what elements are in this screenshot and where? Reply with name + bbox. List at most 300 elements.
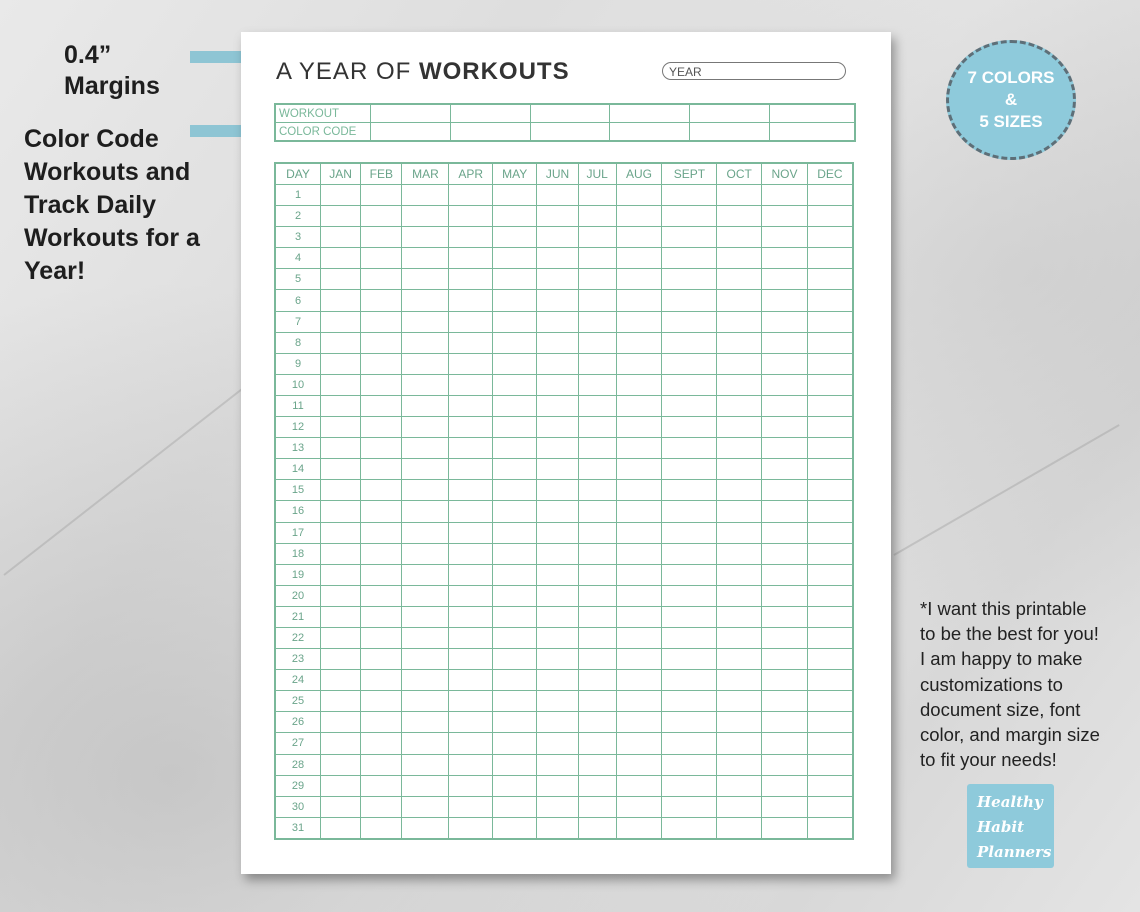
workout-day-cell[interactable] xyxy=(493,374,537,395)
workout-day-cell[interactable] xyxy=(537,522,578,543)
workout-day-cell[interactable] xyxy=(578,691,616,712)
workout-day-cell[interactable] xyxy=(402,627,449,648)
workout-day-cell[interactable] xyxy=(762,606,808,627)
workout-day-cell[interactable] xyxy=(762,670,808,691)
workout-day-cell[interactable] xyxy=(578,438,616,459)
workout-day-cell[interactable] xyxy=(449,311,493,332)
workout-day-cell[interactable] xyxy=(807,332,853,353)
workout-day-cell[interactable] xyxy=(537,796,578,817)
workout-day-cell[interactable] xyxy=(616,269,662,290)
workout-day-cell[interactable] xyxy=(662,712,717,733)
workout-day-cell[interactable] xyxy=(762,733,808,754)
workout-day-cell[interactable] xyxy=(807,417,853,438)
workout-day-cell[interactable] xyxy=(662,206,717,227)
workout-day-cell[interactable] xyxy=(537,353,578,374)
workout-day-cell[interactable] xyxy=(361,227,402,248)
workout-day-cell[interactable] xyxy=(807,543,853,564)
workout-day-cell[interactable] xyxy=(662,501,717,522)
workout-day-cell[interactable] xyxy=(662,627,717,648)
workout-day-cell[interactable] xyxy=(616,627,662,648)
workout-day-cell[interactable] xyxy=(578,670,616,691)
workout-day-cell[interactable] xyxy=(537,543,578,564)
workout-day-cell[interactable] xyxy=(493,691,537,712)
workout-day-cell[interactable] xyxy=(493,543,537,564)
workout-day-cell[interactable] xyxy=(807,564,853,585)
workout-day-cell[interactable] xyxy=(662,522,717,543)
workout-day-cell[interactable] xyxy=(807,353,853,374)
workout-day-cell[interactable] xyxy=(578,417,616,438)
workout-day-cell[interactable] xyxy=(578,817,616,839)
workout-day-cell[interactable] xyxy=(493,501,537,522)
workout-day-cell[interactable] xyxy=(449,712,493,733)
workout-day-cell[interactable] xyxy=(717,606,762,627)
workout-day-cell[interactable] xyxy=(361,459,402,480)
workout-day-cell[interactable] xyxy=(493,311,537,332)
workout-day-cell[interactable] xyxy=(762,417,808,438)
workout-day-cell[interactable] xyxy=(807,606,853,627)
workout-day-cell[interactable] xyxy=(616,353,662,374)
workout-day-cell[interactable] xyxy=(578,754,616,775)
workout-day-cell[interactable] xyxy=(717,227,762,248)
workout-day-cell[interactable] xyxy=(807,817,853,839)
workout-day-cell[interactable] xyxy=(493,185,537,206)
workout-day-cell[interactable] xyxy=(402,522,449,543)
workout-day-cell[interactable] xyxy=(321,227,361,248)
workout-day-cell[interactable] xyxy=(537,332,578,353)
workout-day-cell[interactable] xyxy=(449,480,493,501)
workout-day-cell[interactable] xyxy=(361,817,402,839)
workout-day-cell[interactable] xyxy=(361,248,402,269)
color-code-cell[interactable] xyxy=(530,123,610,142)
workout-day-cell[interactable] xyxy=(616,227,662,248)
workout-day-cell[interactable] xyxy=(807,775,853,796)
workout-cell[interactable] xyxy=(450,104,530,123)
workout-day-cell[interactable] xyxy=(717,459,762,480)
workout-day-cell[interactable] xyxy=(402,501,449,522)
workout-day-cell[interactable] xyxy=(578,564,616,585)
workout-day-cell[interactable] xyxy=(361,754,402,775)
workout-day-cell[interactable] xyxy=(537,691,578,712)
workout-day-cell[interactable] xyxy=(762,712,808,733)
workout-day-cell[interactable] xyxy=(717,332,762,353)
workout-day-cell[interactable] xyxy=(321,649,361,670)
workout-day-cell[interactable] xyxy=(616,775,662,796)
workout-day-cell[interactable] xyxy=(762,311,808,332)
workout-day-cell[interactable] xyxy=(807,459,853,480)
workout-day-cell[interactable] xyxy=(402,438,449,459)
workout-day-cell[interactable] xyxy=(493,459,537,480)
workout-day-cell[interactable] xyxy=(717,374,762,395)
workout-day-cell[interactable] xyxy=(449,754,493,775)
workout-day-cell[interactable] xyxy=(578,374,616,395)
workout-day-cell[interactable] xyxy=(402,290,449,311)
workout-day-cell[interactable] xyxy=(662,480,717,501)
workout-day-cell[interactable] xyxy=(493,332,537,353)
workout-day-cell[interactable] xyxy=(321,691,361,712)
workout-day-cell[interactable] xyxy=(717,206,762,227)
workout-day-cell[interactable] xyxy=(807,438,853,459)
workout-day-cell[interactable] xyxy=(717,670,762,691)
workout-day-cell[interactable] xyxy=(402,480,449,501)
workout-day-cell[interactable] xyxy=(449,564,493,585)
workout-day-cell[interactable] xyxy=(493,796,537,817)
workout-day-cell[interactable] xyxy=(616,733,662,754)
workout-day-cell[interactable] xyxy=(807,649,853,670)
workout-day-cell[interactable] xyxy=(493,248,537,269)
workout-day-cell[interactable] xyxy=(717,733,762,754)
workout-day-cell[interactable] xyxy=(762,796,808,817)
workout-day-cell[interactable] xyxy=(662,185,717,206)
workout-day-cell[interactable] xyxy=(717,438,762,459)
workout-day-cell[interactable] xyxy=(717,564,762,585)
workout-day-cell[interactable] xyxy=(537,712,578,733)
workout-day-cell[interactable] xyxy=(449,438,493,459)
workout-day-cell[interactable] xyxy=(616,395,662,416)
workout-day-cell[interactable] xyxy=(717,543,762,564)
workout-day-cell[interactable] xyxy=(361,670,402,691)
workout-day-cell[interactable] xyxy=(762,374,808,395)
workout-day-cell[interactable] xyxy=(762,627,808,648)
workout-day-cell[interactable] xyxy=(402,332,449,353)
workout-day-cell[interactable] xyxy=(662,269,717,290)
workout-day-cell[interactable] xyxy=(662,796,717,817)
workout-day-cell[interactable] xyxy=(321,353,361,374)
workout-day-cell[interactable] xyxy=(402,395,449,416)
workout-day-cell[interactable] xyxy=(807,754,853,775)
workout-day-cell[interactable] xyxy=(807,395,853,416)
year-field[interactable]: YEAR xyxy=(662,62,846,80)
workout-day-cell[interactable] xyxy=(449,522,493,543)
workout-day-cell[interactable] xyxy=(578,733,616,754)
workout-day-cell[interactable] xyxy=(762,564,808,585)
workout-day-cell[interactable] xyxy=(402,206,449,227)
workout-day-cell[interactable] xyxy=(762,332,808,353)
workout-day-cell[interactable] xyxy=(762,206,808,227)
workout-day-cell[interactable] xyxy=(361,290,402,311)
workout-day-cell[interactable] xyxy=(537,438,578,459)
workout-day-cell[interactable] xyxy=(361,269,402,290)
workout-day-cell[interactable] xyxy=(762,649,808,670)
workout-day-cell[interactable] xyxy=(807,501,853,522)
workout-day-cell[interactable] xyxy=(493,649,537,670)
workout-day-cell[interactable] xyxy=(578,185,616,206)
workout-day-cell[interactable] xyxy=(321,564,361,585)
workout-day-cell[interactable] xyxy=(537,459,578,480)
workout-day-cell[interactable] xyxy=(402,269,449,290)
workout-day-cell[interactable] xyxy=(361,417,402,438)
workout-day-cell[interactable] xyxy=(717,353,762,374)
workout-day-cell[interactable] xyxy=(537,395,578,416)
workout-day-cell[interactable] xyxy=(807,311,853,332)
workout-day-cell[interactable] xyxy=(402,311,449,332)
workout-day-cell[interactable] xyxy=(717,248,762,269)
workout-day-cell[interactable] xyxy=(321,543,361,564)
workout-day-cell[interactable] xyxy=(493,417,537,438)
workout-day-cell[interactable] xyxy=(493,395,537,416)
workout-day-cell[interactable] xyxy=(361,480,402,501)
workout-day-cell[interactable] xyxy=(449,691,493,712)
workout-day-cell[interactable] xyxy=(616,564,662,585)
workout-day-cell[interactable] xyxy=(662,248,717,269)
workout-day-cell[interactable] xyxy=(616,290,662,311)
workout-day-cell[interactable] xyxy=(361,606,402,627)
workout-day-cell[interactable] xyxy=(616,311,662,332)
workout-day-cell[interactable] xyxy=(616,374,662,395)
workout-day-cell[interactable] xyxy=(321,290,361,311)
workout-day-cell[interactable] xyxy=(321,395,361,416)
workout-day-cell[interactable] xyxy=(361,522,402,543)
workout-day-cell[interactable] xyxy=(717,395,762,416)
workout-day-cell[interactable] xyxy=(493,522,537,543)
workout-day-cell[interactable] xyxy=(361,733,402,754)
workout-day-cell[interactable] xyxy=(537,817,578,839)
workout-day-cell[interactable] xyxy=(537,269,578,290)
workout-day-cell[interactable] xyxy=(807,712,853,733)
workout-day-cell[interactable] xyxy=(762,459,808,480)
workout-day-cell[interactable] xyxy=(321,817,361,839)
workout-day-cell[interactable] xyxy=(578,459,616,480)
workout-day-cell[interactable] xyxy=(807,796,853,817)
workout-day-cell[interactable] xyxy=(662,670,717,691)
workout-day-cell[interactable] xyxy=(321,248,361,269)
workout-day-cell[interactable] xyxy=(402,712,449,733)
workout-day-cell[interactable] xyxy=(449,395,493,416)
workout-day-cell[interactable] xyxy=(493,206,537,227)
workout-day-cell[interactable] xyxy=(361,395,402,416)
workout-day-cell[interactable] xyxy=(662,564,717,585)
workout-day-cell[interactable] xyxy=(616,754,662,775)
workout-day-cell[interactable] xyxy=(321,269,361,290)
workout-day-cell[interactable] xyxy=(616,248,662,269)
workout-day-cell[interactable] xyxy=(321,796,361,817)
workout-day-cell[interactable] xyxy=(321,206,361,227)
workout-day-cell[interactable] xyxy=(449,649,493,670)
workout-day-cell[interactable] xyxy=(402,248,449,269)
workout-day-cell[interactable] xyxy=(449,206,493,227)
workout-day-cell[interactable] xyxy=(321,311,361,332)
workout-day-cell[interactable] xyxy=(717,649,762,670)
workout-day-cell[interactable] xyxy=(449,227,493,248)
workout-day-cell[interactable] xyxy=(537,311,578,332)
workout-day-cell[interactable] xyxy=(493,754,537,775)
workout-day-cell[interactable] xyxy=(493,227,537,248)
workout-day-cell[interactable] xyxy=(807,691,853,712)
workout-day-cell[interactable] xyxy=(537,606,578,627)
workout-day-cell[interactable] xyxy=(807,522,853,543)
workout-day-cell[interactable] xyxy=(717,501,762,522)
workout-day-cell[interactable] xyxy=(402,817,449,839)
workout-day-cell[interactable] xyxy=(361,627,402,648)
workout-day-cell[interactable] xyxy=(402,691,449,712)
workout-day-cell[interactable] xyxy=(493,670,537,691)
workout-day-cell[interactable] xyxy=(616,649,662,670)
workout-day-cell[interactable] xyxy=(361,353,402,374)
workout-day-cell[interactable] xyxy=(321,522,361,543)
workout-day-cell[interactable] xyxy=(762,585,808,606)
workout-day-cell[interactable] xyxy=(321,627,361,648)
workout-day-cell[interactable] xyxy=(402,733,449,754)
workout-day-cell[interactable] xyxy=(361,543,402,564)
workout-day-cell[interactable] xyxy=(361,374,402,395)
workout-day-cell[interactable] xyxy=(321,332,361,353)
workout-day-cell[interactable] xyxy=(321,775,361,796)
workout-day-cell[interactable] xyxy=(662,649,717,670)
workout-day-cell[interactable] xyxy=(537,670,578,691)
workout-day-cell[interactable] xyxy=(537,290,578,311)
workout-day-cell[interactable] xyxy=(717,522,762,543)
workout-day-cell[interactable] xyxy=(361,311,402,332)
workout-day-cell[interactable] xyxy=(321,185,361,206)
workout-day-cell[interactable] xyxy=(449,459,493,480)
workout-day-cell[interactable] xyxy=(616,438,662,459)
workout-day-cell[interactable] xyxy=(616,817,662,839)
workout-day-cell[interactable] xyxy=(402,775,449,796)
workout-day-cell[interactable] xyxy=(493,564,537,585)
workout-day-cell[interactable] xyxy=(449,248,493,269)
workout-day-cell[interactable] xyxy=(321,733,361,754)
workout-day-cell[interactable] xyxy=(662,311,717,332)
workout-day-cell[interactable] xyxy=(762,691,808,712)
workout-cell[interactable] xyxy=(530,104,610,123)
workout-day-cell[interactable] xyxy=(807,206,853,227)
workout-day-cell[interactable] xyxy=(616,185,662,206)
workout-day-cell[interactable] xyxy=(662,374,717,395)
workout-day-cell[interactable] xyxy=(493,585,537,606)
workout-day-cell[interactable] xyxy=(717,585,762,606)
workout-day-cell[interactable] xyxy=(361,585,402,606)
workout-day-cell[interactable] xyxy=(402,564,449,585)
workout-day-cell[interactable] xyxy=(449,796,493,817)
workout-day-cell[interactable] xyxy=(493,269,537,290)
workout-day-cell[interactable] xyxy=(449,290,493,311)
workout-day-cell[interactable] xyxy=(717,480,762,501)
workout-day-cell[interactable] xyxy=(321,606,361,627)
workout-day-cell[interactable] xyxy=(578,649,616,670)
workout-day-cell[interactable] xyxy=(493,353,537,374)
workout-day-cell[interactable] xyxy=(807,627,853,648)
workout-day-cell[interactable] xyxy=(537,733,578,754)
workout-day-cell[interactable] xyxy=(662,395,717,416)
workout-day-cell[interactable] xyxy=(578,627,616,648)
workout-day-cell[interactable] xyxy=(321,374,361,395)
workout-day-cell[interactable] xyxy=(361,206,402,227)
workout-day-cell[interactable] xyxy=(762,775,808,796)
workout-day-cell[interactable] xyxy=(578,395,616,416)
workout-day-cell[interactable] xyxy=(402,649,449,670)
workout-day-cell[interactable] xyxy=(449,269,493,290)
workout-day-cell[interactable] xyxy=(717,817,762,839)
workout-day-cell[interactable] xyxy=(578,775,616,796)
workout-day-cell[interactable] xyxy=(402,606,449,627)
workout-day-cell[interactable] xyxy=(762,248,808,269)
workout-day-cell[interactable] xyxy=(402,585,449,606)
workout-day-cell[interactable] xyxy=(662,585,717,606)
workout-day-cell[interactable] xyxy=(717,269,762,290)
workout-day-cell[interactable] xyxy=(807,585,853,606)
workout-day-cell[interactable] xyxy=(402,459,449,480)
workout-day-cell[interactable] xyxy=(578,543,616,564)
workout-day-cell[interactable] xyxy=(578,227,616,248)
workout-day-cell[interactable] xyxy=(807,248,853,269)
workout-day-cell[interactable] xyxy=(449,606,493,627)
workout-day-cell[interactable] xyxy=(578,522,616,543)
workout-day-cell[interactable] xyxy=(493,606,537,627)
workout-day-cell[interactable] xyxy=(616,332,662,353)
workout-day-cell[interactable] xyxy=(321,712,361,733)
workout-day-cell[interactable] xyxy=(449,417,493,438)
workout-day-cell[interactable] xyxy=(449,501,493,522)
workout-day-cell[interactable] xyxy=(321,501,361,522)
workout-day-cell[interactable] xyxy=(537,501,578,522)
workout-day-cell[interactable] xyxy=(807,185,853,206)
workout-day-cell[interactable] xyxy=(616,585,662,606)
workout-day-cell[interactable] xyxy=(662,691,717,712)
workout-day-cell[interactable] xyxy=(762,501,808,522)
workout-day-cell[interactable] xyxy=(537,480,578,501)
workout-day-cell[interactable] xyxy=(361,649,402,670)
workout-day-cell[interactable] xyxy=(807,733,853,754)
workout-day-cell[interactable] xyxy=(762,290,808,311)
workout-day-cell[interactable] xyxy=(662,438,717,459)
workout-day-cell[interactable] xyxy=(762,185,808,206)
workout-day-cell[interactable] xyxy=(321,417,361,438)
workout-day-cell[interactable] xyxy=(662,290,717,311)
workout-day-cell[interactable] xyxy=(762,395,808,416)
workout-day-cell[interactable] xyxy=(449,670,493,691)
workout-day-cell[interactable] xyxy=(662,775,717,796)
workout-day-cell[interactable] xyxy=(717,627,762,648)
workout-day-cell[interactable] xyxy=(578,796,616,817)
workout-day-cell[interactable] xyxy=(449,353,493,374)
workout-day-cell[interactable] xyxy=(717,712,762,733)
workout-day-cell[interactable] xyxy=(402,227,449,248)
workout-day-cell[interactable] xyxy=(449,775,493,796)
workout-day-cell[interactable] xyxy=(493,627,537,648)
workout-day-cell[interactable] xyxy=(662,754,717,775)
workout-day-cell[interactable] xyxy=(717,417,762,438)
workout-day-cell[interactable] xyxy=(321,459,361,480)
workout-day-cell[interactable] xyxy=(717,775,762,796)
workout-day-cell[interactable] xyxy=(717,691,762,712)
workout-day-cell[interactable] xyxy=(402,374,449,395)
workout-day-cell[interactable] xyxy=(537,185,578,206)
workout-day-cell[interactable] xyxy=(717,754,762,775)
workout-day-cell[interactable] xyxy=(402,543,449,564)
workout-day-cell[interactable] xyxy=(493,775,537,796)
workout-day-cell[interactable] xyxy=(616,459,662,480)
workout-day-cell[interactable] xyxy=(578,332,616,353)
workout-cell[interactable] xyxy=(690,104,770,123)
workout-day-cell[interactable] xyxy=(662,606,717,627)
workout-day-cell[interactable] xyxy=(762,438,808,459)
workout-day-cell[interactable] xyxy=(578,353,616,374)
workout-day-cell[interactable] xyxy=(807,269,853,290)
workout-day-cell[interactable] xyxy=(321,754,361,775)
workout-day-cell[interactable] xyxy=(578,585,616,606)
workout-day-cell[interactable] xyxy=(762,227,808,248)
workout-day-cell[interactable] xyxy=(662,353,717,374)
workout-day-cell[interactable] xyxy=(578,290,616,311)
workout-day-cell[interactable] xyxy=(578,606,616,627)
workout-cell[interactable] xyxy=(610,104,690,123)
workout-day-cell[interactable] xyxy=(402,796,449,817)
workout-day-cell[interactable] xyxy=(537,374,578,395)
workout-day-cell[interactable] xyxy=(616,501,662,522)
workout-day-cell[interactable] xyxy=(321,585,361,606)
workout-cell[interactable] xyxy=(769,104,855,123)
workout-day-cell[interactable] xyxy=(321,670,361,691)
workout-day-cell[interactable] xyxy=(662,817,717,839)
